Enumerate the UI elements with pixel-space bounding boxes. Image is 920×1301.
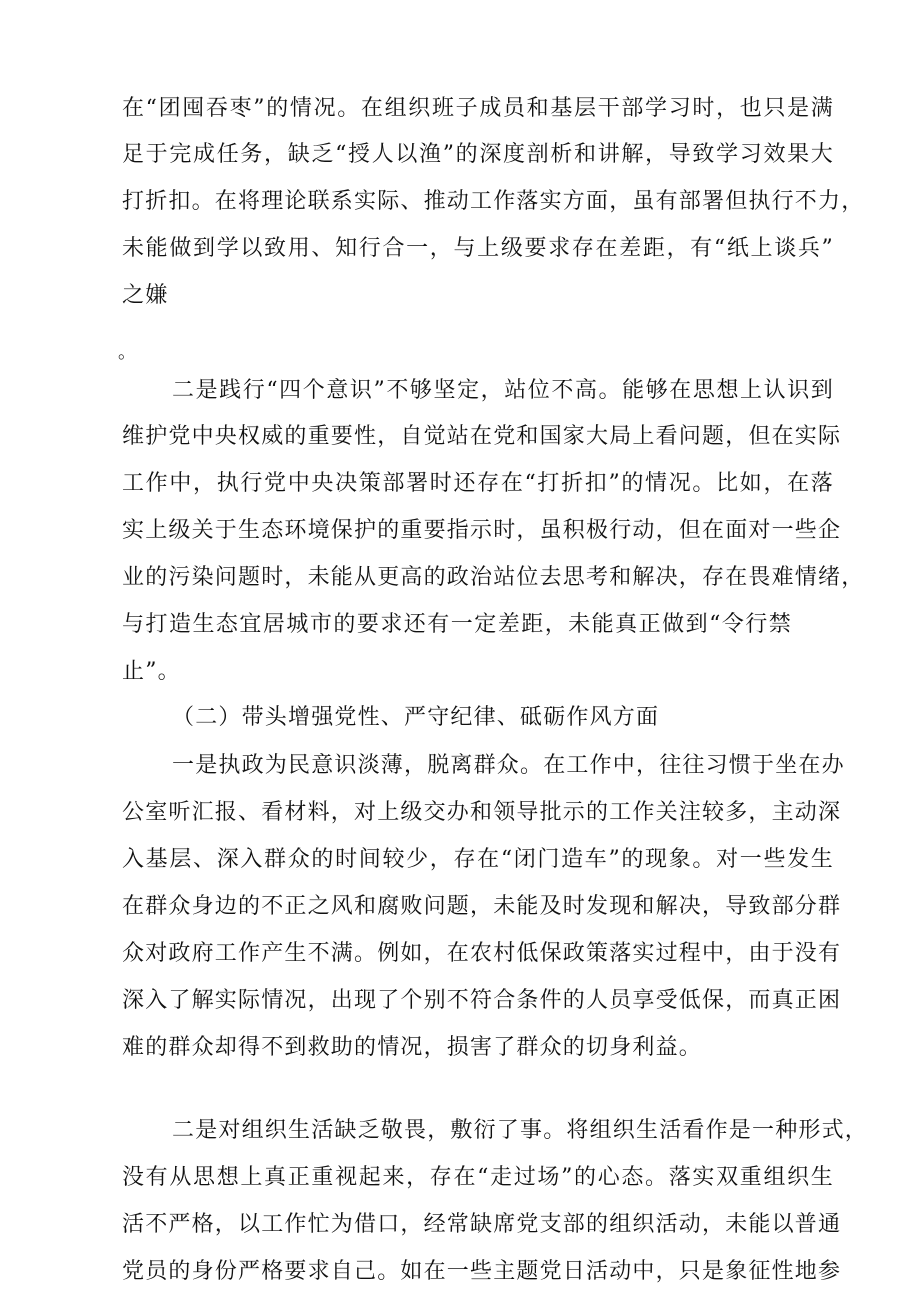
- paragraph-3-line-2: 公室听汇报、看材料，对上级交办和领导批示的工作关注较多，主动深: [122, 800, 842, 825]
- paragraph-2-line-5: 业的污染问题时，未能从更高的政治站位去思考和解决，存在畏难情绪，: [122, 565, 865, 590]
- paragraph-2-line-1: 二是践行“四个意识”不够坚定，站位不高。能够在思想上认识到: [172, 378, 834, 403]
- section-heading: （二）带头增强党性、严守纪律、砥砺作风方面: [172, 705, 660, 730]
- paragraph-2-line-7: 止”。: [122, 659, 181, 684]
- paragraph-3-line-4: 在群众身边的不正之风和腐败问题，未能及时发现和解决，导致部分群: [122, 894, 842, 919]
- paragraph-1-line-4: 未能做到学以致用、知行合一，与上级要求存在差距，有“纸上谈兵”: [122, 236, 834, 261]
- paragraph-4-line-4: 党员的身份严格要求自己。如在一些主题党日活动中，只是象征性地参: [122, 1259, 842, 1284]
- paragraph-4-line-2: 没有从思想上真正重视起来，存在“走过场”的心态。落实双重组织生: [122, 1165, 834, 1190]
- paragraph-2-line-2: 维护党中央权威的重要性，自觉站在党和国家大局上看问题，但在实际: [122, 424, 842, 449]
- paragraph-3-line-3: 入基层、深入群众的时间较少，存在“闭门造车”的现象。对一些发生: [122, 847, 834, 872]
- paragraph-3-line-6: 深入了解实际情况，出现了个别不符合条件的人员享受低保，而真正困: [122, 988, 842, 1013]
- paragraph-1-line-3: 打折扣。在将理论联系实际、推动工作落实方面，虽有部署但执行不力，: [122, 189, 865, 214]
- paragraph-2-line-3: 工作中，执行党中央决策部署时还存在“打折扣”的情况。比如，在落: [122, 471, 834, 496]
- paragraph-3-line-5: 众对政府工作产生不满。例如，在农村低保政策落实过程中，由于没有: [122, 941, 842, 966]
- paragraph-1-line-2: 足于完成任务，缺乏“授人以渔”的深度剖析和讲解，导致学习效果大: [122, 142, 834, 167]
- paragraph-3-line-7: 难的群众却得不到救助的情况，损害了群众的切身利益。: [122, 1035, 703, 1060]
- paragraph-2-line-6: 与打造生态宜居城市的要求还有一定差距，未能真正做到“令行禁: [122, 612, 792, 637]
- paragraph-2-line-4: 实上级关于生态环境保护的重要指示时，虽积极行动，但在面对一些企: [122, 518, 842, 543]
- stray-period: 。: [118, 342, 138, 363]
- paragraph-4-line-1: 二是对组织生活缺乏敬畏，敷衍了事。将组织生活看作是一种形式，: [172, 1118, 869, 1143]
- paragraph-4-line-3: 活不严格，以工作忙为借口，经常缺席党支部的组织活动，未能以普通: [122, 1212, 842, 1237]
- paragraph-1-line-1: 在“团囤吞枣”的情况。在组织班子成员和基层干部学习时，也只是满: [122, 96, 834, 121]
- paragraph-3-line-1: 一是执政为民意识淡薄，脱离群众。在工作中，往往习惯于坐在办: [172, 753, 845, 778]
- paragraph-1-line-5: 之嫌: [122, 283, 169, 308]
